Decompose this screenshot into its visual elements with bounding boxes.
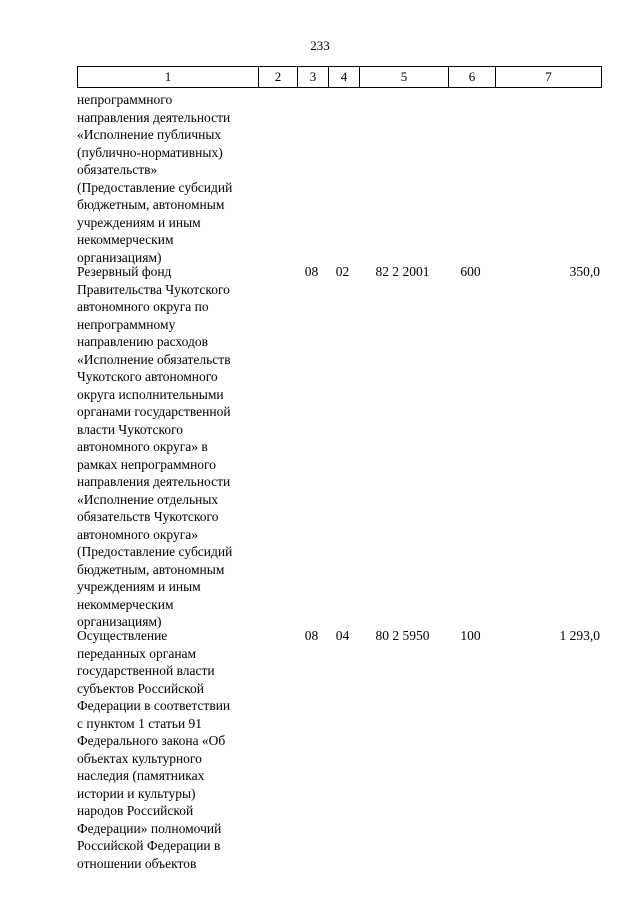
row-col-6: 100 <box>460 628 481 643</box>
header-col-7: 7 <box>495 67 601 87</box>
row-col-7: 350,0 <box>569 264 600 279</box>
header-col-1: 1 <box>164 69 172 84</box>
row-col-7: 1 293,0 <box>559 628 600 643</box>
row-col-5: 80 2 5950 <box>375 628 430 643</box>
row-col-6: 600 <box>460 264 481 279</box>
row-col-4: 04 <box>335 628 350 643</box>
table-header-row <box>77 66 602 88</box>
header-col-4: 4 <box>328 67 359 87</box>
page-number: 233 <box>310 38 330 53</box>
row-col-4: 02 <box>335 264 350 279</box>
row-description: непрограммного направления деятельности «Исполнение публичных (публично-нормативных) обязательств» (Предоставление субсидий бюджетным, автономным учреждениям и иным некоммерческим организациям) <box>77 92 233 265</box>
table-row <box>77 263 600 631</box>
header-col-2: 2 <box>258 67 297 87</box>
row-col-2 <box>257 627 296 872</box>
row-col-3: 08 <box>304 264 319 279</box>
header-col-5: 5 <box>359 67 448 87</box>
row-description: Осуществление переданных органам государственной власти субъектов Российской Федерации в соответствии с пунктом 1 статьи 91 Федерального закона «Об объектах культурного наследия (памятниках истории и культуры) народов Российской Федерации» полномочий Российской Федерации в отношении объектов <box>77 628 231 871</box>
header-col-3: 3 <box>297 67 328 87</box>
row-col-2 <box>257 263 296 631</box>
header-col-6: 6 <box>448 67 495 87</box>
row-description: Резервный фонд Правительства Чукотского автономного округа по непрограммному направлению расходов «Исполнение обязательств Чукотского автономного округа исполнительными органами государственной власти Чукотского автономного округа» в рамках непрограммного направления деятельности «Исполнение отдельных обязательств Чукотского автономного округа» (Предоставление субсидий бюджетным, автономным учреждениям и иным некоммерческим организациям) <box>77 264 233 629</box>
row-col-5: 82 2 2001 <box>375 264 430 279</box>
table-row <box>77 91 257 266</box>
table-row <box>77 627 600 872</box>
row-col-3: 08 <box>304 628 319 643</box>
